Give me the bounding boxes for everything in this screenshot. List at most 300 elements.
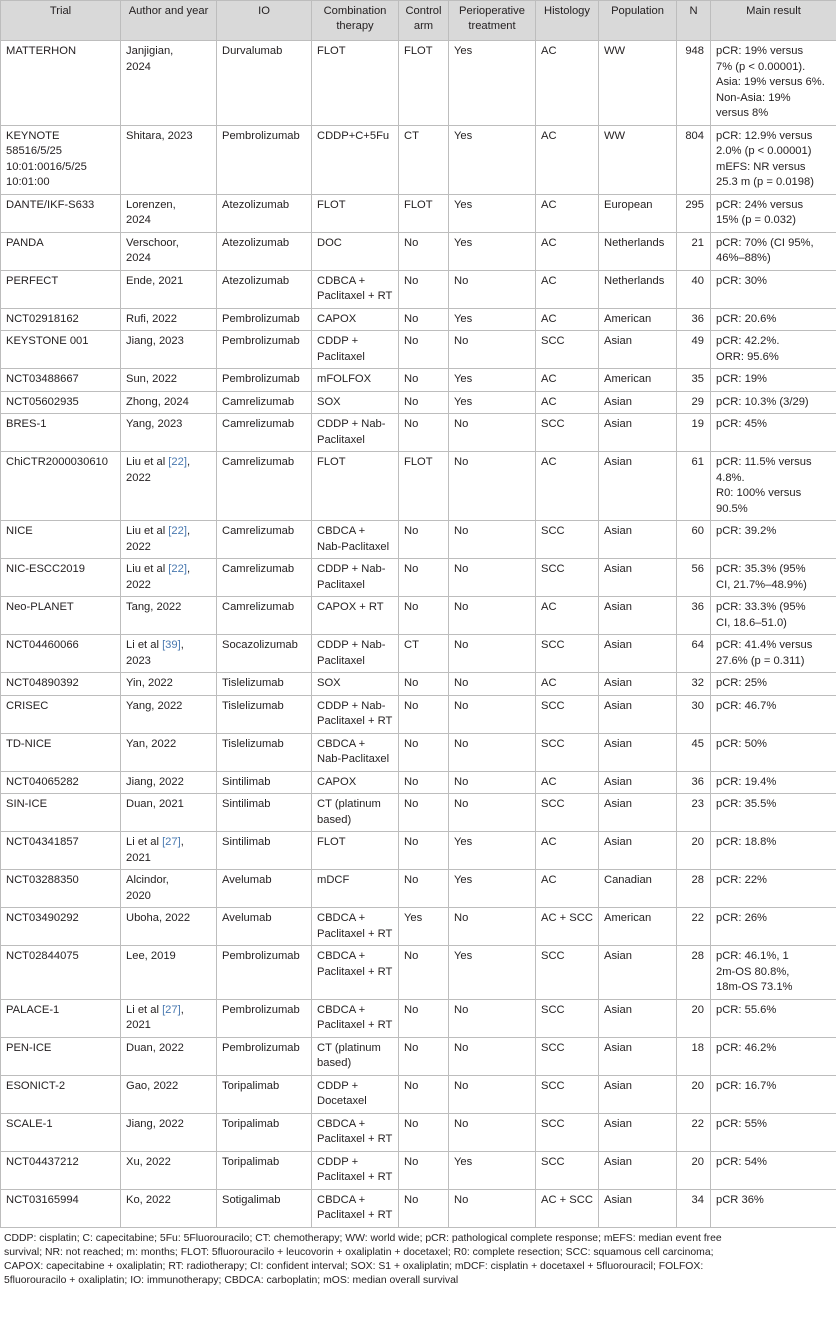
cell-line: FLOT [404, 456, 433, 468]
table-row [1, 597, 836, 635]
cell-line: Asian [604, 677, 632, 689]
cell-control-arm [399, 41, 449, 126]
cell-line: No [454, 639, 469, 651]
cell-line: CAPOX [317, 312, 357, 325]
cell-line: No [404, 525, 419, 537]
cell-n [677, 673, 711, 696]
cell-line: Pembrolizumab [222, 950, 300, 962]
cell-perioperative [449, 369, 536, 392]
cell-control-arm [399, 1151, 449, 1189]
cell-line: TD-NICE [6, 737, 52, 750]
cell-combination-therapy [312, 946, 399, 1000]
cell-control-arm [399, 521, 449, 559]
cell-perioperative [449, 597, 536, 635]
cell-line: Paclitaxel [317, 578, 365, 591]
cell-line: mDCF [317, 874, 350, 886]
cell-line: Camrelizumab [222, 456, 295, 468]
citation-link[interactable]: [39] [162, 639, 181, 651]
cell-line: 2021 [126, 851, 151, 864]
table-row [1, 908, 836, 946]
cell-population [599, 673, 677, 696]
cell-line: pCR: 55% [716, 1117, 767, 1130]
cell-line: CDBCA + [317, 274, 366, 287]
cell-perioperative [449, 308, 536, 331]
cell-control-arm [399, 414, 449, 452]
cell-line: Asian [604, 1079, 632, 1092]
cell-population [599, 870, 677, 908]
cell-line: Yan, 2022 [126, 737, 177, 750]
cell-line: Docetaxel [317, 1095, 367, 1107]
cell-n [677, 946, 711, 1000]
cell-line: NCT03165994 [6, 1193, 79, 1206]
cell-line: Asian [604, 395, 632, 408]
cell-line: Asian [604, 601, 632, 613]
cell-author-year [121, 331, 217, 369]
cell-n [677, 1189, 711, 1227]
table-row [1, 414, 836, 452]
cell-n [677, 771, 711, 794]
cell-trial [1, 41, 121, 126]
cell-trial [1, 1151, 121, 1189]
cell-author-year [121, 771, 217, 794]
cell-line: 56 [691, 563, 704, 575]
cell-line: Netherlands [604, 274, 665, 287]
cell-author-year [121, 999, 217, 1037]
cell-combination-therapy [312, 1037, 399, 1075]
cell-io [217, 908, 312, 946]
cell-line: pCR: 50% [716, 737, 767, 750]
cell-line: 15% (p = 0.032) [716, 214, 796, 226]
cell-perioperative [449, 232, 536, 270]
cell-author-year [121, 270, 217, 308]
cell-combination-therapy [312, 369, 399, 392]
cell-n [677, 308, 711, 331]
cell-histology [536, 908, 599, 946]
cell-trial [1, 391, 121, 414]
table-row [1, 635, 836, 673]
cell-line: CDDP + Nab- [317, 563, 386, 575]
cell-line: SCC [541, 950, 565, 962]
cell-line: SCC [541, 563, 565, 575]
cell-trial [1, 597, 121, 635]
cell-line: 46%–88%) [716, 252, 771, 264]
cell-line: Yes [454, 836, 473, 848]
cell-line: NCT02918162 [6, 312, 79, 325]
cell-line: AC [541, 677, 557, 689]
cell-io [217, 194, 312, 232]
cell-line: Janjigian, [126, 45, 174, 57]
header-histology: Histology [536, 1, 599, 41]
header-control-arm: Control arm [399, 1, 449, 41]
cell-line: No [454, 335, 469, 347]
cell-trial [1, 125, 121, 194]
cell-author-year [121, 908, 217, 946]
cell-main-result [711, 270, 836, 308]
cell-line: No [404, 395, 419, 408]
cell-combination-therapy [312, 391, 399, 414]
cell-n [677, 41, 711, 126]
cell-line: Paclitaxel + RT [317, 290, 393, 302]
cell-n [677, 521, 711, 559]
cell-n [677, 999, 711, 1037]
cell-line: NCT05602935 [6, 395, 79, 408]
cell-line: 45 [691, 737, 704, 750]
cell-line: SCC [541, 737, 565, 750]
cell-line: No [454, 274, 469, 287]
cell-combination-therapy [312, 597, 399, 635]
cell-main-result [711, 521, 836, 559]
cell-trial [1, 369, 121, 392]
cell-histology [536, 832, 599, 870]
cell-n [677, 125, 711, 194]
cell-combination-therapy [312, 414, 399, 452]
cell-line: AC [541, 836, 557, 848]
cell-combination-therapy [312, 832, 399, 870]
table-row [1, 1113, 836, 1151]
cell-line: No [404, 1117, 419, 1130]
cell-perioperative [449, 908, 536, 946]
cell-line: Asian [604, 639, 632, 651]
cell-line: Paclitaxel + RT [317, 1019, 393, 1031]
cell-population [599, 369, 677, 392]
cell-population [599, 1151, 677, 1189]
cell-perioperative [449, 270, 536, 308]
table-row [1, 452, 836, 521]
cell-line: 28 [691, 874, 704, 886]
cell-author-year [121, 635, 217, 673]
cell-population [599, 270, 677, 308]
cell-perioperative [449, 391, 536, 414]
cell-line: Socazolizumab [222, 639, 298, 651]
cell-line: Tislelizumab [222, 699, 284, 712]
cell-line: 10:01:00 [6, 176, 50, 188]
cell-histology [536, 452, 599, 521]
cell-line: 36 [691, 601, 704, 613]
cell-line: pCR: 24% versus [716, 198, 804, 211]
cell-line: CDDP + [317, 1155, 359, 1168]
cell-line: CDDP + Nab- [317, 639, 386, 651]
cell-line: pCR: 39.2% [716, 525, 777, 537]
cell-trial [1, 452, 121, 521]
cell-line: No [404, 236, 419, 249]
cell-author-year [121, 414, 217, 452]
cell-histology [536, 270, 599, 308]
table-row [1, 521, 836, 559]
cell-line: pCR: 46.1%, 1 [716, 950, 789, 962]
cell-line: FLOT [404, 198, 433, 211]
citation-link[interactable]: [22] [168, 563, 187, 575]
cell-perioperative [449, 1075, 536, 1113]
cell-combination-therapy [312, 1075, 399, 1113]
cell-line: Pembrolizumab [222, 373, 300, 385]
cell-line: Asian [604, 418, 632, 430]
cell-line: Neo-PLANET [6, 601, 74, 613]
cell-line: Yang, 2022 [126, 699, 183, 712]
cell-control-arm [399, 733, 449, 771]
cell-population [599, 695, 677, 733]
cell-line: AC [541, 601, 557, 613]
cell-line: Jiang, 2022 [126, 1117, 184, 1130]
cell-line: Asian [604, 699, 632, 712]
cell-line: American [604, 912, 652, 924]
cell-line: mEFS: NR versus [716, 160, 806, 173]
cell-line: BRES-1 [6, 418, 47, 430]
cell-histology [536, 414, 599, 452]
cell-trial [1, 308, 121, 331]
cell-histology [536, 1037, 599, 1075]
cell-line: PANDA [6, 236, 44, 249]
cell-line: Liu et al [22], [126, 456, 191, 468]
citation-link[interactable]: [22] [168, 525, 187, 537]
table-row [1, 1037, 836, 1075]
cell-line: 30 [691, 699, 704, 712]
cell-histology [536, 771, 599, 794]
cell-n [677, 414, 711, 452]
cell-line: Canadian [604, 874, 652, 886]
cell-line: pCR: 18.8% [716, 836, 777, 848]
footnote-line: survival; NR: not reached; m: months; FLOT: 5fluorouracilo + leucovorin + oxaliplatin + docetaxel; R0: complete resection; SCC: squamous cell carcinoma; [4, 1246, 714, 1258]
cell-line: pCR: 30% [716, 274, 767, 287]
cell-io [217, 695, 312, 733]
header-main-result: Main result [711, 1, 836, 41]
cell-line: 23 [691, 798, 704, 810]
cell-trial [1, 1037, 121, 1075]
cell-population [599, 391, 677, 414]
cell-line: No [404, 874, 419, 886]
cell-author-year [121, 946, 217, 1000]
cell-line: SCC [541, 1155, 565, 1168]
cell-perioperative [449, 999, 536, 1037]
cell-line: CRISEC [6, 699, 49, 712]
cell-perioperative [449, 870, 536, 908]
cell-line: pCR: 41.4% versus [716, 639, 813, 651]
cell-line: DOC [317, 236, 342, 249]
cell-n [677, 733, 711, 771]
cell-population [599, 331, 677, 369]
cell-histology [536, 946, 599, 1000]
cell-trial [1, 908, 121, 946]
cell-line: Yin, 2022 [126, 677, 173, 689]
cell-population [599, 635, 677, 673]
table-footnote [0, 1228, 836, 1288]
cell-line: No [404, 418, 419, 430]
cell-main-result [711, 1113, 836, 1151]
cell-line: No [454, 1003, 469, 1016]
cell-line: SCC [541, 639, 565, 651]
cell-population [599, 794, 677, 832]
cell-line: Yes [454, 236, 473, 249]
cell-n [677, 452, 711, 521]
cell-line: CDDP + Nab- [317, 418, 386, 430]
cell-line: AC [541, 775, 557, 788]
cell-combination-therapy [312, 1113, 399, 1151]
cell-line: pCR: 35.3% (95% [716, 563, 806, 575]
cell-line: Li et al [27], [126, 1003, 184, 1016]
cell-trial [1, 1113, 121, 1151]
cell-line: CBDCA + [317, 1193, 366, 1206]
cell-histology [536, 733, 599, 771]
cell-n [677, 1037, 711, 1075]
cell-line: Paclitaxel [317, 433, 365, 446]
cell-perioperative [449, 695, 536, 733]
cell-line: 20 [691, 1079, 704, 1092]
cell-main-result [711, 870, 836, 908]
cell-line: R0: 100% versus [716, 487, 802, 499]
cell-control-arm [399, 832, 449, 870]
cell-perioperative [449, 771, 536, 794]
cell-line: SCC [541, 1079, 565, 1092]
cell-line: Pembrolizumab [222, 335, 300, 347]
cell-line: Paclitaxel + RT [317, 1209, 393, 1221]
cell-line: American [604, 312, 652, 325]
cell-line: 2024 [126, 60, 151, 73]
cell-line: Asian [604, 563, 632, 575]
cell-line: Avelumab [222, 912, 272, 924]
cell-line: 2.0% (p < 0.00001) [716, 145, 812, 157]
cell-line: CI, 21.7%–48.9%) [716, 578, 807, 591]
cell-main-result [711, 771, 836, 794]
cell-histology [536, 1075, 599, 1113]
cell-line: Uboha, 2022 [126, 912, 191, 924]
cell-combination-therapy [312, 870, 399, 908]
cell-histology [536, 41, 599, 126]
table-row [1, 794, 836, 832]
cell-io [217, 733, 312, 771]
cell-io [217, 391, 312, 414]
cell-line: Liu et al [22], [126, 563, 191, 575]
table-row [1, 1189, 836, 1227]
cell-line: No [404, 274, 419, 287]
header-author-year: Author and year [121, 1, 217, 41]
cell-line: No [454, 563, 469, 575]
cell-combination-therapy [312, 771, 399, 794]
cell-line: CT (platinum [317, 1041, 381, 1054]
cell-line: 22 [691, 1117, 704, 1130]
cell-histology [536, 521, 599, 559]
cell-line: CI, 18.6–51.0) [716, 616, 787, 629]
cell-perioperative [449, 1151, 536, 1189]
cell-main-result [711, 1189, 836, 1227]
footnote-line: CDDP: cisplatin; C: capecitabine; 5Fu: 5Fluorouracilo; CT: chemotherapy; WW: world wide; pCR: pathological complete response; mEFS: median event free [4, 1232, 722, 1244]
cell-line: Asian [604, 798, 632, 810]
cell-line: Atezolizumab [222, 198, 290, 211]
cell-population [599, 597, 677, 635]
cell-control-arm [399, 946, 449, 1000]
cell-line: No [404, 737, 419, 750]
cell-io [217, 41, 312, 126]
cell-n [677, 232, 711, 270]
cell-io [217, 369, 312, 392]
header-io: IO [217, 1, 312, 41]
cell-trial [1, 771, 121, 794]
cell-trial [1, 521, 121, 559]
cell-control-arm [399, 331, 449, 369]
cell-author-year [121, 695, 217, 733]
table-row [1, 369, 836, 392]
table-row [1, 733, 836, 771]
cell-main-result [711, 908, 836, 946]
cell-line: Nab-Paclitaxel [317, 753, 390, 765]
cell-line: 18 [691, 1041, 704, 1054]
cell-main-result [711, 794, 836, 832]
cell-line: WW [604, 129, 626, 142]
cell-main-result [711, 391, 836, 414]
cell-line: 2024 [126, 252, 151, 264]
cell-perioperative [449, 946, 536, 1000]
cell-line: pCR: 25% [716, 677, 767, 689]
cell-author-year [121, 597, 217, 635]
cell-line: Netherlands [604, 236, 665, 249]
cell-line: CT [404, 639, 419, 651]
cell-perioperative [449, 452, 536, 521]
cell-line: AC [541, 312, 557, 325]
cell-control-arm [399, 391, 449, 414]
cell-main-result [711, 414, 836, 452]
cell-line: CDDP+C+5Fu [317, 129, 390, 142]
cell-trial [1, 1075, 121, 1113]
cell-line: Camrelizumab [222, 563, 295, 575]
cell-line: Toripalimab [222, 1155, 280, 1168]
cell-line: Asian [604, 1193, 632, 1206]
cell-control-arm [399, 194, 449, 232]
cell-line: 804 [685, 129, 704, 142]
cell-trial [1, 695, 121, 733]
cell-line: Camrelizumab [222, 601, 295, 613]
cell-combination-therapy [312, 270, 399, 308]
cell-line: CBDCA + [317, 1003, 366, 1016]
cell-line: Paclitaxel [317, 350, 365, 363]
cell-line: Camrelizumab [222, 418, 295, 430]
cell-line: Sun, 2022 [126, 373, 178, 385]
cell-line: No [404, 601, 419, 613]
cell-histology [536, 1151, 599, 1189]
citation-link[interactable]: [27] [162, 1003, 181, 1016]
cell-line: NCT04437212 [6, 1155, 79, 1168]
cell-line: AC [541, 874, 557, 886]
table-row [1, 999, 836, 1037]
cell-io [217, 232, 312, 270]
cell-line: 40 [691, 274, 704, 287]
cell-population [599, 908, 677, 946]
cell-histology [536, 369, 599, 392]
cell-n [677, 194, 711, 232]
cell-line: 20 [691, 1003, 704, 1016]
cell-histology [536, 331, 599, 369]
cell-line: CBDCA + [317, 912, 366, 924]
cell-line: 2m-OS 80.8%, [716, 965, 790, 978]
cell-line: pCR: 70% (CI 95%, [716, 236, 814, 249]
cell-line: Pembrolizumab [222, 129, 300, 142]
cell-trial [1, 270, 121, 308]
cell-perioperative [449, 414, 536, 452]
cell-combination-therapy [312, 331, 399, 369]
citation-link[interactable]: [22] [168, 456, 187, 468]
cell-line: Asian [604, 1117, 632, 1130]
cell-io [217, 597, 312, 635]
cell-line: AC + SCC [541, 912, 593, 924]
cell-n [677, 908, 711, 946]
cell-line: 32 [691, 677, 704, 689]
cell-line: No [404, 677, 419, 689]
cell-line: 35 [691, 373, 704, 385]
cell-io [217, 832, 312, 870]
cell-line: Atezolizumab [222, 236, 290, 249]
cell-line: AC + SCC [541, 1193, 593, 1206]
cell-line: Paclitaxel + RT [317, 1171, 393, 1183]
cell-control-arm [399, 1075, 449, 1113]
cell-line: NCT04341857 [6, 836, 79, 848]
citation-link[interactable]: [27] [162, 836, 181, 848]
